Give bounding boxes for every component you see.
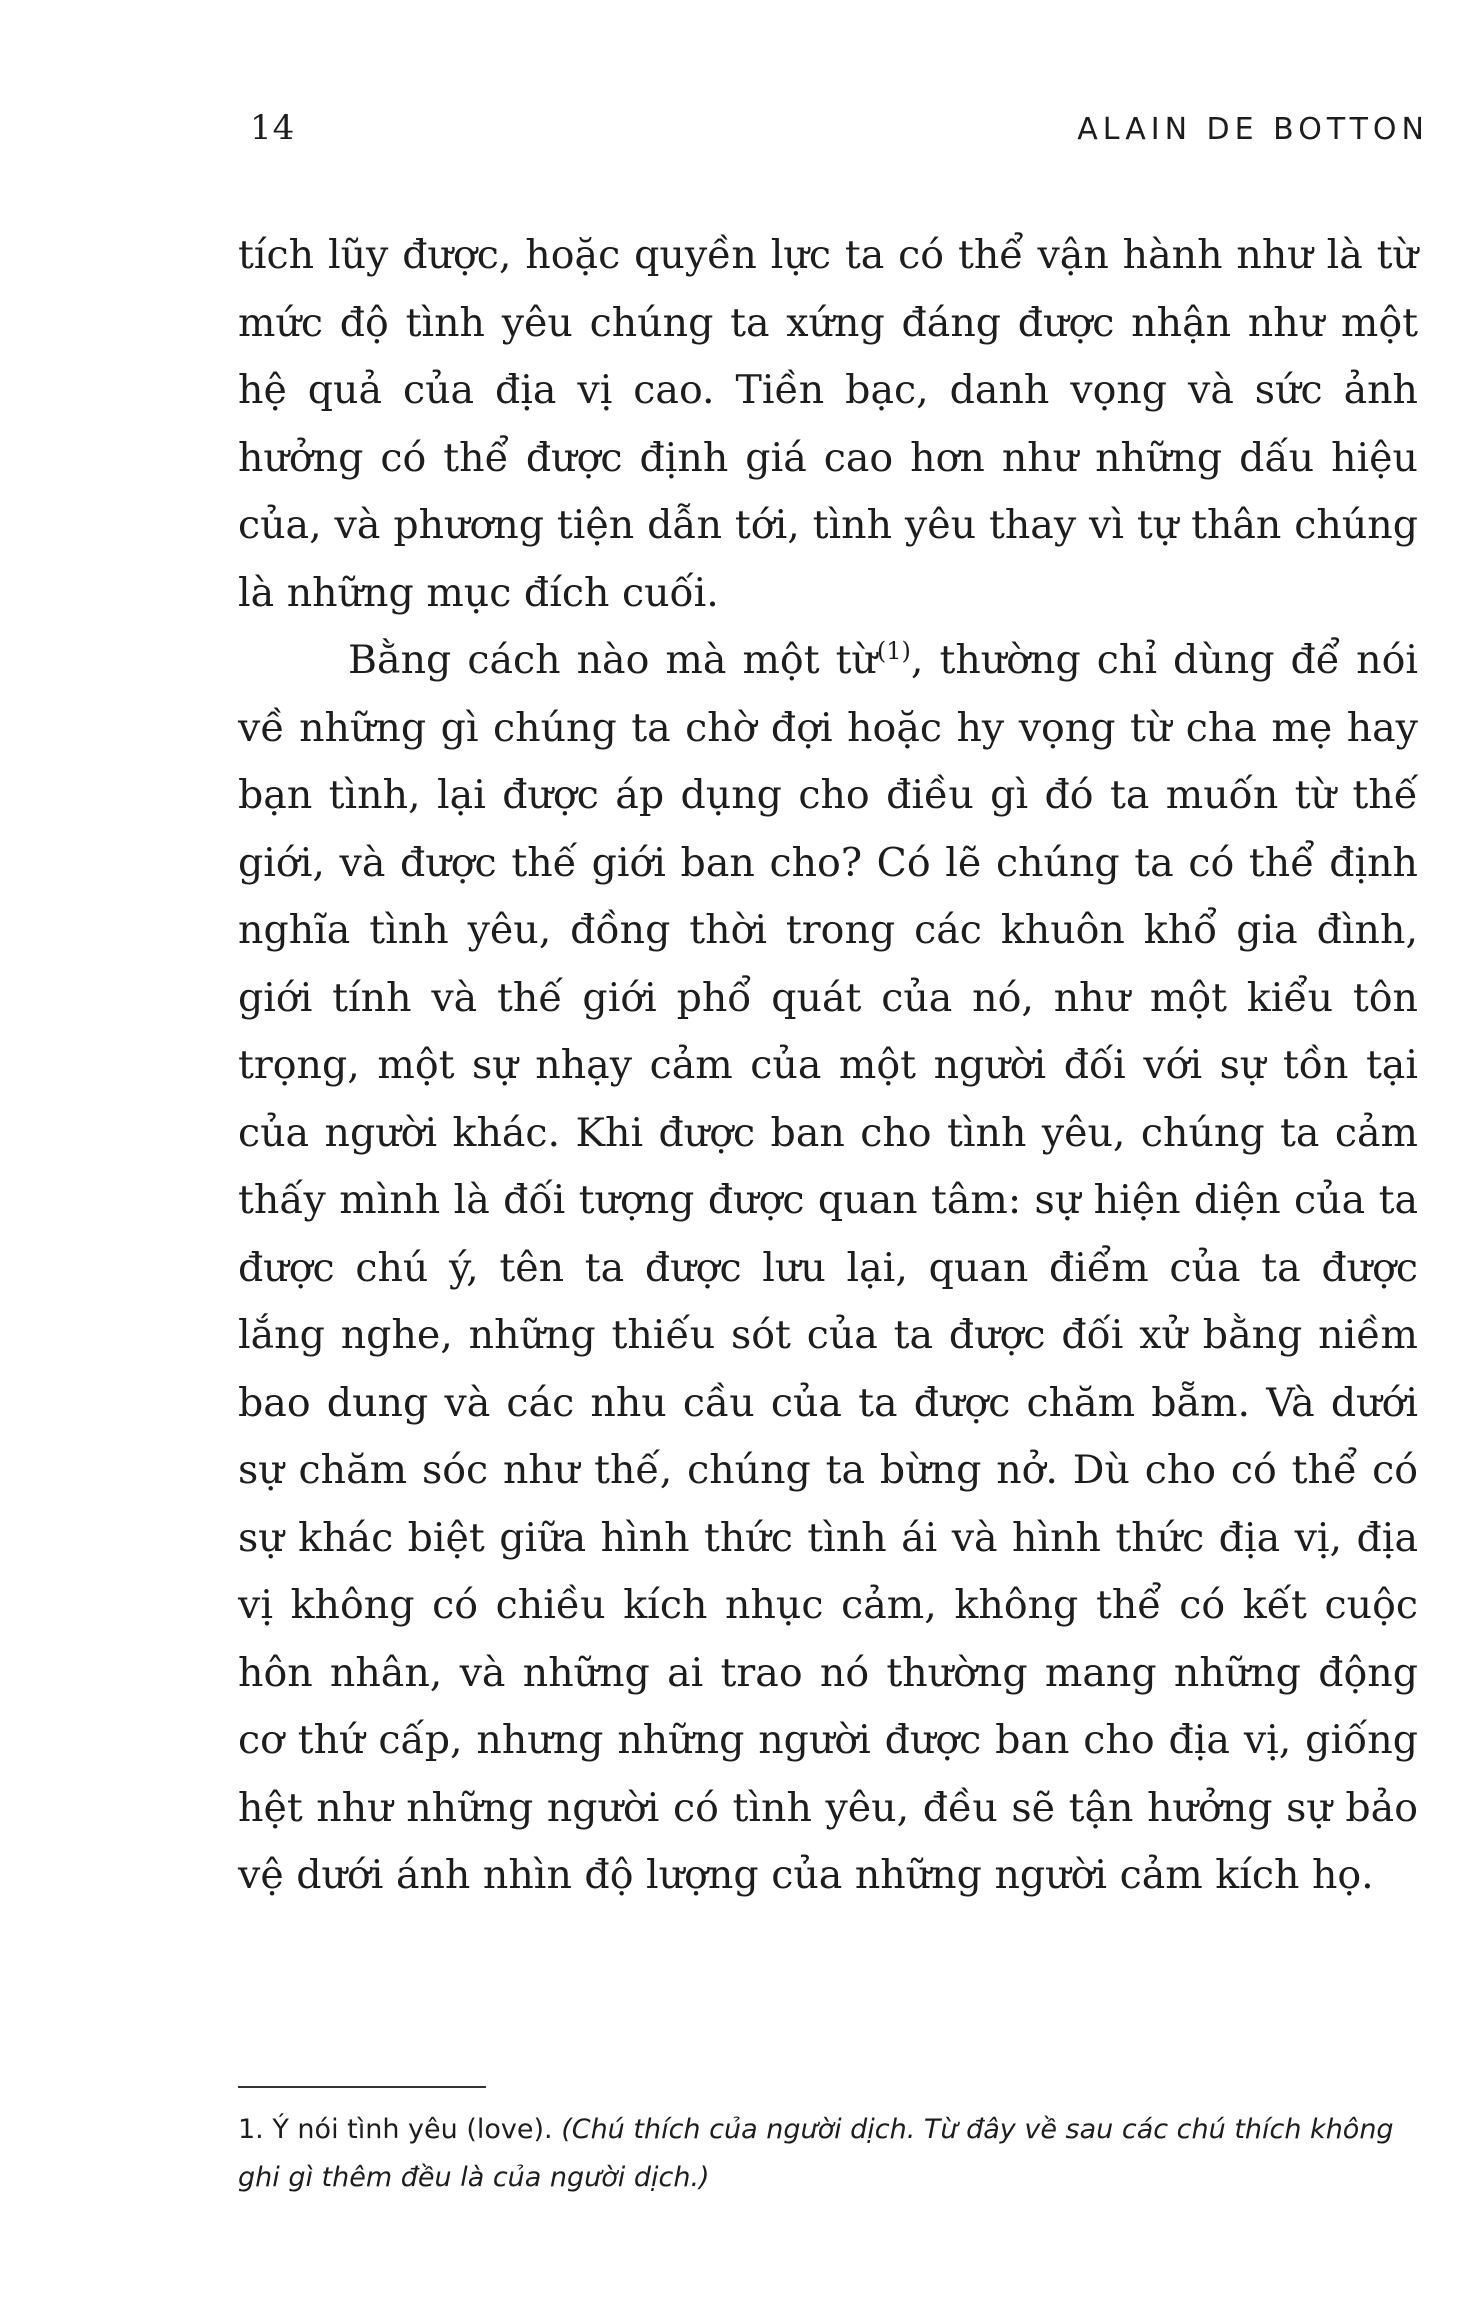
- footnote-number: 1.: [238, 2114, 264, 2145]
- paragraph-1: tích lũy được, hoặc quyền lực ta có thể vận hành như là từ mức độ tình yêu chúng ta xứng đáng được nhận như một hệ quả của địa vị cao. Tiền bạc, danh vọng và sức ảnh hưởng có thể được định giá cao hơn như những dấu hiệu của, và phương tiện dẫn tới, tình yêu thay vì tự thân chúng là những mục đích cuối.: [238, 232, 1418, 616]
- running-head: ALAIN DE BOTTON: [1077, 112, 1429, 147]
- paragraph-2-start: Bằng cách nào mà một từ: [348, 637, 877, 683]
- paragraph-2: [238, 627, 1418, 1910]
- footnote-reference-1: (1): [876, 636, 911, 665]
- footnote-1: [238, 2106, 1418, 2202]
- footnotes: [238, 2106, 1418, 2202]
- footnote-divider: [238, 2086, 486, 2088]
- paragraph-2-rest: , thường chỉ dùng để nói về những gì chúng ta chờ đợi hoặc hy vọng từ cha mẹ hay bạn tình, lại được áp dụng cho điều gì đó ta muốn từ thế giới, và được thế giới ban cho? Có lẽ chúng ta có thể định nghĩa tình yêu, đồng thời trong các khuôn khổ gia đình, giới tính và thế giới phổ quát của nó, như một kiểu tôn trọng, một sự nhạy cảm của một người đối với sự tồn tại của người khác. Khi được ban cho tình yêu, chúng ta cảm thấy mình là đối tượng được quan tâm: sự hiện diện của ta được chú ý, tên ta được lưu lại, quan điểm của ta được lắng nghe, những thiếu sót của ta được đối xử bằng niềm bao dung và các nhu cầu của ta được chăm bẵm. Và dưới sự chăm sóc như thế, chúng ta bừng nở. Dù cho có thể có sự khác biệt giữa hình thức tình ái và hình thức địa vị, địa vị không có chiều kích nhục cảm, không thể có kết cuộc hôn nhân, và những ai trao nó thường mang những động cơ thứ cấp, nhưng những người được ban cho địa vị, giống hệt như những người có tình yêu, đều sẽ tận hưởng sự bảo vệ dưới ánh nhìn độ lượng của những người cảm kích họ.: [238, 637, 1419, 1898]
- footnote-translator-note: (Chú thích của người dịch. Từ đây về sau các chú thích không ghi gì thêm đều là của người dịch.): [238, 2114, 1394, 2193]
- body-text: [238, 222, 1418, 1910]
- page-header: [0, 108, 1471, 158]
- page-number: 14: [250, 108, 296, 148]
- footnote-text: Ý nói tình yêu (love).: [272, 2114, 553, 2145]
